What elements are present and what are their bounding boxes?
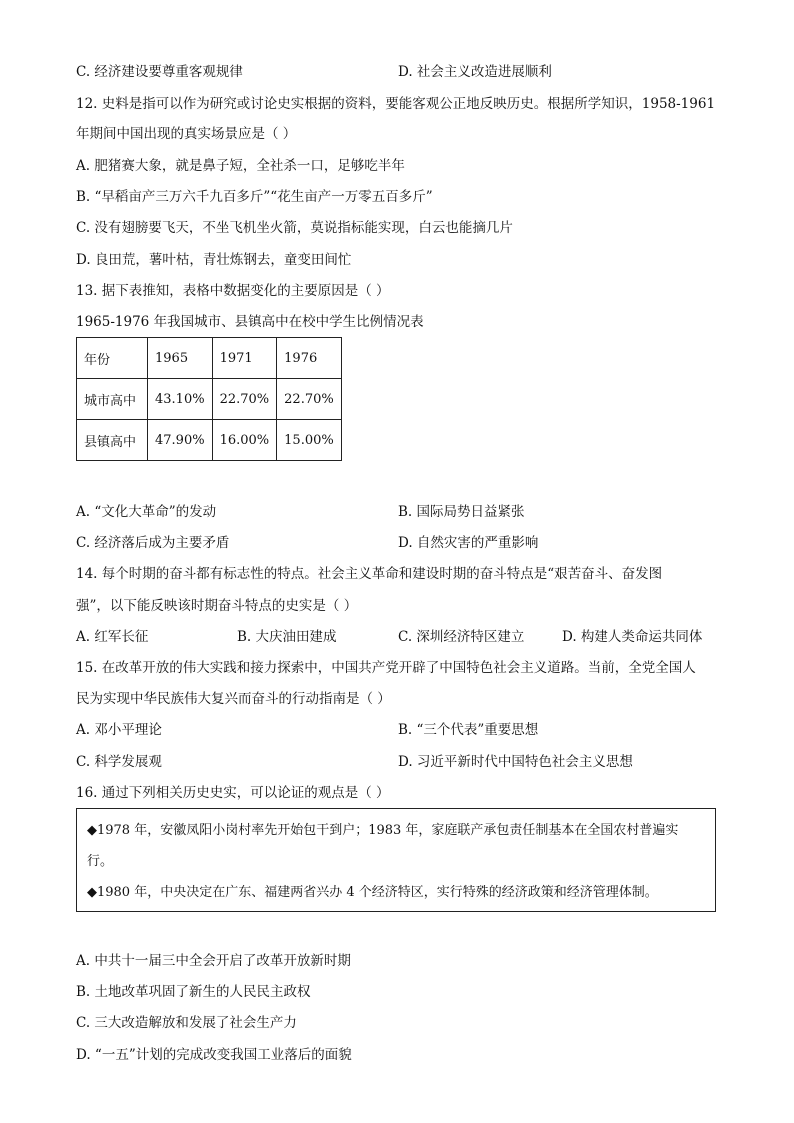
- table-cell: 22.70%: [212, 379, 277, 420]
- q14-option-a: A. 红军长征: [76, 629, 149, 645]
- q15-option-d: D. 习近平新时代中国特色社会主义思想: [398, 754, 633, 770]
- q14-stem-line-2: 强”，以下能反映该时期奋斗特点的史实是（ ）: [76, 598, 358, 614]
- q16-source-line-1-cont: 行。: [87, 854, 114, 869]
- table-cell: 16.00%: [212, 420, 277, 461]
- q13-data-table: [76, 337, 342, 461]
- q16-source-line-2: ◆1980 年，中央决定在广东、福建两省兴办 4 个经济特区，实行特殊的经济政策和经济管理体制。: [87, 885, 658, 900]
- table-header-cell: 年份: [77, 338, 148, 379]
- q12-option-a: A. 肥猪赛大象，就是鼻子短，全社杀一口，足够吃半年: [76, 158, 405, 174]
- q12-stem-line-2: 年期间中国出现的真实场景应是（ ）: [76, 126, 297, 142]
- q16-option-d: D. “一五”计划的完成改变我国工业落后的面貌: [76, 1047, 352, 1063]
- q13-table-title: 1965-1976 年我国城市、县镇高中在校中学生比例情况表: [76, 314, 424, 330]
- q11-option-d: D. 社会主义改造进展顺利: [398, 64, 552, 80]
- q15-option-b: B. “三个代表”重要思想: [398, 722, 539, 738]
- q15-option-a: A. 邓小平理论: [76, 722, 162, 738]
- table-cell: 县镇高中: [77, 420, 148, 461]
- q12-option-b: B. “早稻亩产三万六千九百多斤”“花生亩产一万零五百多斤”: [76, 189, 433, 205]
- q13-option-d: D. 自然灾害的严重影响: [398, 535, 539, 551]
- q15-stem-line-2: 民为实现中华民族伟大复兴而奋斗的行动指南是（ ）: [76, 691, 391, 707]
- q16-source-line-1: ◆1978 年，安徽凤阳小岗村率先开始包干到户；1983 年，家庭联产承包责任制基本在全国农村普遍实: [87, 823, 679, 838]
- q14-option-c: C. 深圳经济特区建立: [398, 629, 525, 645]
- table-header-row: [77, 338, 342, 379]
- table-header-cell: 1976: [277, 338, 342, 379]
- q12-option-c: C. 没有翅膀要飞天，不坐飞机坐火箭，莫说指标能实现，白云也能摘几片: [76, 220, 513, 236]
- q13-stem: 13. 据下表推知，表格中数据变化的主要原因是（ ）: [76, 283, 390, 299]
- q14-option-d: D. 构建人类命运共同体: [562, 629, 703, 645]
- q16-option-b: B. 土地改革巩固了新生的人民民主政权: [76, 984, 311, 1000]
- table-row: [77, 379, 342, 420]
- q14-stem-line-1: 14. 每个时期的奋斗都有标志性的特点。社会主义革命和建设时期的奋斗特点是“艰苦奋斗、奋发图: [76, 566, 663, 582]
- table-cell: 43.10%: [148, 379, 213, 420]
- q13-option-b: B. 国际局势日益紧张: [398, 504, 525, 520]
- table-header-cell: 1971: [212, 338, 277, 379]
- q12-stem-line-1: 12. 史料是指可以作为研究或讨论史实根据的资料，要能客观公正地反映历史。根据所学知识，1958-1961: [76, 96, 716, 112]
- q15-option-c: C. 科学发展观: [76, 754, 162, 770]
- q16-source-box: [76, 808, 716, 912]
- q16-option-c: C. 三大改造解放和发展了社会生产力: [76, 1015, 297, 1031]
- table-row: [77, 420, 342, 461]
- table-cell: 15.00%: [277, 420, 342, 461]
- table-cell: 城市高中: [77, 379, 148, 420]
- q15-stem-line-1: 15. 在改革开放的伟大实践和接力探索中，中国共产党开辟了中国特色社会主义道路。当前，全党全国人: [76, 660, 696, 676]
- q16-option-a: A. 中共十一届三中全会开启了改革开放新时期: [76, 953, 351, 969]
- q11-option-c: C. 经济建设要尊重客观规律: [76, 64, 243, 80]
- q16-stem: 16. 通过下列相关历史史实，可以论证的观点是（ ）: [76, 785, 390, 801]
- q13-option-a: A. “文化大革命”的发动: [76, 504, 217, 520]
- table-cell: 47.90%: [148, 420, 213, 461]
- q13-option-c: C. 经济落后成为主要矛盾: [76, 535, 230, 551]
- table-cell: 22.70%: [277, 379, 342, 420]
- q12-option-d: D. 良田荒，薯叶枯，青壮炼钢去，童变田间忙: [76, 252, 352, 268]
- table-header-cell: 1965: [148, 338, 213, 379]
- q14-option-b: B. 大庆油田建成: [237, 629, 337, 645]
